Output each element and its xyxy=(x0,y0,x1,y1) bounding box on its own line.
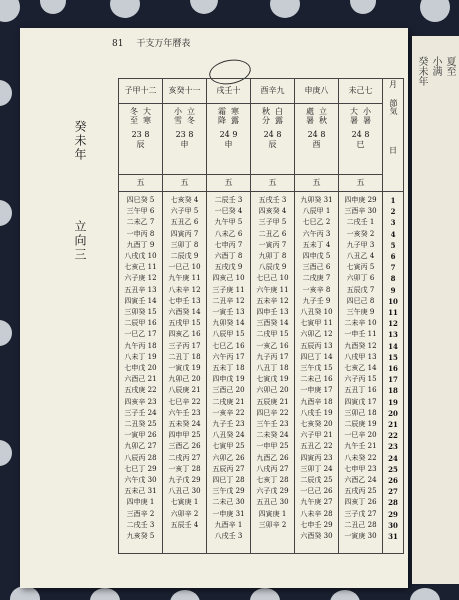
solar-term-cell xyxy=(339,104,383,175)
day-entry: 一巳癸 4 xyxy=(214,207,243,216)
day-entry: 二戌庚 7 xyxy=(302,274,331,283)
day-number: 10 xyxy=(388,296,398,306)
day-entry: 五戌壬 3 xyxy=(258,196,287,204)
day-entry: 四巳癸 5 xyxy=(126,196,155,204)
day-entry: 六酉丁 8 xyxy=(214,252,243,261)
day-number: 15 xyxy=(388,352,398,362)
day-entry: 九卯癸 31 xyxy=(300,196,333,204)
day-entry: 七巳乙 16 xyxy=(212,341,245,350)
direction-label: 立向三 xyxy=(73,220,87,262)
day-entry: 五丑乙 22 xyxy=(300,442,333,451)
day-entry: 五辰戊 7 xyxy=(346,285,375,294)
day-entry: 四亥乙 16 xyxy=(168,330,201,339)
day-entry: 五戌庚 22 xyxy=(124,386,157,395)
day-column xyxy=(295,192,339,554)
day-entry: 七亥丁 28 xyxy=(256,476,289,485)
day-entry: 三子壬 24 xyxy=(124,408,157,417)
day-number: 6 xyxy=(390,252,396,262)
day-entry: 九子甲 3 xyxy=(346,240,375,249)
wu-cell: 五 xyxy=(251,175,295,192)
day-entry: 八未辛 28 xyxy=(300,509,333,518)
solar-term: 立秋 xyxy=(318,107,328,125)
day-entry: 五辰庚 21 xyxy=(256,397,289,406)
day-entry: 八戌壬 19 xyxy=(300,408,333,417)
day-entry: 九酉癸 12 xyxy=(344,341,377,350)
day-column xyxy=(251,192,295,554)
day-entry: 四亥癸 4 xyxy=(258,207,287,216)
wu-cell: 五 xyxy=(339,175,383,192)
day-entry: 三卯癸 15 xyxy=(124,308,157,317)
day-entry: 五丑丁 16 xyxy=(344,386,377,395)
day-number: 9 xyxy=(390,285,396,295)
day-number: 19 xyxy=(388,397,398,407)
day-entry: 三酉辛 30 xyxy=(344,207,377,216)
month-header: 申庚八 xyxy=(295,79,339,104)
day-entry: 四寅壬 14 xyxy=(124,296,157,305)
day-entry: 一巳己 26 xyxy=(300,487,333,496)
day-number: 12 xyxy=(388,319,398,329)
solar-term: 秋分 xyxy=(261,107,271,125)
day-number: 24 xyxy=(388,453,398,463)
day-entry: 九子丙 17 xyxy=(256,352,289,361)
day-entry: 六午丙 3 xyxy=(302,229,331,238)
right-page-column: 小满 xyxy=(430,56,441,76)
day-entry: 七巳乙 2 xyxy=(302,218,331,227)
day-entry: 九午庚 11 xyxy=(168,274,201,283)
day-entry: 二未辛 10 xyxy=(344,319,377,328)
term-time: 辰 xyxy=(268,140,277,149)
wu-cell: 五 xyxy=(207,175,251,192)
day-entry: 四申壬 13 xyxy=(256,308,289,317)
day-entry: 三酉癸 14 xyxy=(256,319,289,328)
day-entry: 九午甲 5 xyxy=(214,218,243,227)
day-entry: 八未辛 12 xyxy=(168,285,201,294)
solar-term: 冬至 xyxy=(129,107,139,125)
day-number-column xyxy=(383,192,404,554)
day-entry: 八戌戊 10 xyxy=(124,252,157,261)
day-entry: 五辰壬 4 xyxy=(170,520,199,529)
day-entry: 九子壬 23 xyxy=(212,420,245,429)
day-entry: 二戌丙 27 xyxy=(168,453,201,462)
day-number: 3 xyxy=(390,218,396,228)
day-entry: 一亥乙 16 xyxy=(256,341,289,350)
day-entry: 九子戊 29 xyxy=(168,476,201,485)
day-entry: 七申丙 7 xyxy=(214,240,243,249)
calendar-table xyxy=(118,78,404,554)
day-entry: 二丑丁 18 xyxy=(168,352,201,361)
day-entry: 四申戊 19 xyxy=(212,375,245,384)
solar-term: 小雪 xyxy=(173,107,183,125)
day-entry: 一申丙 8 xyxy=(126,229,155,238)
day-number: 17 xyxy=(388,375,398,385)
term-date: 24 8 xyxy=(263,130,282,139)
day-entry: 一寅甲 26 xyxy=(124,431,157,440)
day-column xyxy=(119,192,163,554)
solar-term: 處暑 xyxy=(305,107,315,125)
day-entry: 四巳丁 14 xyxy=(300,352,333,361)
book-page-right xyxy=(412,36,459,584)
month-header: 酉辛九 xyxy=(251,79,295,104)
day-number: 22 xyxy=(388,431,398,441)
day-entry: 六子丙 15 xyxy=(344,375,377,384)
day-entry: 五丑辛 13 xyxy=(124,285,157,294)
day-number: 13 xyxy=(388,330,398,340)
day-entry: 一申庚 31 xyxy=(212,509,245,518)
day-entry: 八未癸 22 xyxy=(344,453,377,462)
day-entry: 五未丁 18 xyxy=(212,364,245,373)
page-number: 81 xyxy=(112,39,124,49)
day-entry: 五未辛 12 xyxy=(256,296,289,305)
day-entry xyxy=(251,531,294,542)
day-entry: 六午丙 17 xyxy=(212,352,245,361)
day-entry: 九亥癸 5 xyxy=(126,532,155,541)
day-entry: 八辰甲 1 xyxy=(302,207,331,216)
day-entry: 二未癸 24 xyxy=(256,431,289,440)
day-entry: 九酉乙 26 xyxy=(256,453,289,462)
day-entry: 八戌壬 3 xyxy=(214,532,243,541)
day-entry: 四亥辛 23 xyxy=(124,397,157,406)
day-entry: 九酉辛 18 xyxy=(300,397,333,406)
day-entry: 九酉丁 9 xyxy=(126,240,155,249)
day-entry: 八戌甲 13 xyxy=(344,352,377,361)
day-entry: 六子甲 5 xyxy=(170,207,199,216)
day-entry: 一亥辛 8 xyxy=(302,285,331,294)
day-entry: 八丑己 30 xyxy=(168,487,201,496)
day-entry: 六卯辛 2 xyxy=(170,509,199,518)
month-char: 月 xyxy=(389,80,397,89)
day-entry: 九卯丁 8 xyxy=(258,252,287,261)
day-entry: 五丑己 30 xyxy=(256,498,289,507)
day-entry: 六子庚 12 xyxy=(124,274,157,283)
day-entry: 四寅丙 23 xyxy=(300,453,333,462)
day-entry: 三酉己 20 xyxy=(212,386,245,395)
day-entry: 六酉乙 24 xyxy=(344,476,377,485)
day-entry: 六午壬 23 xyxy=(168,408,201,417)
day-entry: 一寅壬 13 xyxy=(212,308,245,317)
day-entry: 一寅戊 19 xyxy=(168,364,201,373)
day-number: 2 xyxy=(390,207,396,217)
day-column xyxy=(339,192,383,554)
solar-term: 大寒 xyxy=(142,107,152,125)
day-entry: 八丑癸 24 xyxy=(212,431,245,440)
term-date: 23 8 xyxy=(131,130,150,139)
day-entry: 六卯乙 12 xyxy=(300,330,333,339)
month-header: 子甲十二 xyxy=(119,79,163,104)
day-entry: 八辰庚 21 xyxy=(168,386,201,395)
day-entry: 三卯己 18 xyxy=(344,408,377,417)
term-date: 24 8 xyxy=(351,130,370,139)
day-entry: 二戌壬 1 xyxy=(346,218,375,227)
day-entry: 六酉癸 14 xyxy=(168,308,201,317)
day-entry: 三子戊 27 xyxy=(344,509,377,518)
day-entry: 二辰庚 19 xyxy=(344,420,377,429)
day-entry: 七巳辛 22 xyxy=(168,397,201,406)
day-entry: 七寅丙 5 xyxy=(346,263,375,272)
solar-term-cell xyxy=(119,104,163,175)
day-entry: 五丑乙 6 xyxy=(170,218,199,227)
day-entry: 五戌甲 15 xyxy=(168,319,201,328)
header-corner xyxy=(383,79,404,192)
term-time: 辰 xyxy=(136,140,145,149)
day-entry: 一申庚 17 xyxy=(300,386,333,395)
day-entry: 七寅甲 11 xyxy=(300,319,333,328)
day-entry: 九午丙 18 xyxy=(124,341,157,350)
wu-cell: 五 xyxy=(119,175,163,192)
day-number: 16 xyxy=(388,364,398,374)
day-entry: 一亥丁 28 xyxy=(168,464,201,473)
solar-term-cell xyxy=(207,104,251,175)
day-entry: 六卯丁 6 xyxy=(346,274,375,283)
day-entry: 四申庚 1 xyxy=(126,498,155,507)
day-entry: 七申戊 20 xyxy=(124,364,157,373)
day-entry: 七亥己 11 xyxy=(124,263,157,272)
day-entry: 九酉辛 1 xyxy=(214,520,243,529)
day-entry: 九卯己 20 xyxy=(168,375,201,384)
day-entry: 一寅丙 7 xyxy=(258,240,287,249)
day-entry: 七申壬 13 xyxy=(168,296,201,305)
day-entry: 六午戊 30 xyxy=(124,476,157,485)
day-entry: 七亥癸 20 xyxy=(300,420,333,429)
day-number: 1 xyxy=(390,196,396,205)
day-entry: 三卯丁 24 xyxy=(300,464,333,473)
day-number: 20 xyxy=(388,408,398,418)
day-number: 21 xyxy=(388,420,398,430)
day-entry: 一巳己 10 xyxy=(168,263,201,272)
day-entry: 二未乙 7 xyxy=(126,218,155,227)
day-entry: 二戌壬 3 xyxy=(126,520,155,529)
day-entry: 三酉己 6 xyxy=(302,263,331,272)
day-entry: 四亥丁 26 xyxy=(344,498,377,507)
term-date: 24 8 xyxy=(307,130,326,139)
day-entry: 一申壬 11 xyxy=(344,330,377,339)
day-number: 7 xyxy=(390,263,396,273)
term-time: 巳 xyxy=(356,140,365,149)
solar-term: 大暑 xyxy=(349,107,359,125)
day-entry: 二辰甲 16 xyxy=(124,319,157,328)
day-entry: 四巳己 8 xyxy=(346,296,375,305)
day-number: 18 xyxy=(388,386,398,396)
day-entry: 五戌戊 9 xyxy=(214,263,243,272)
day-entry: 四申庚 29 xyxy=(344,196,377,204)
day-number: 27 xyxy=(388,487,398,497)
day-entry: 八戌丙 27 xyxy=(256,464,289,473)
day-number: 31 xyxy=(388,532,398,542)
day-entry: 一亥癸 2 xyxy=(346,229,375,238)
day-entry: 二丑辛 12 xyxy=(212,296,245,305)
day-entry: 一巳辛 20 xyxy=(344,431,377,440)
day-entry: 三卯丁 8 xyxy=(170,240,199,249)
day-entry: 八未丁 19 xyxy=(124,352,157,361)
day-entry: 四巳辛 22 xyxy=(256,408,289,417)
solar-term-cell xyxy=(295,104,339,175)
day-number: 4 xyxy=(390,229,396,239)
month-header: 亥癸十一 xyxy=(163,79,207,104)
day-entry: 五辰丙 13 xyxy=(300,341,333,350)
day-char: 日 xyxy=(389,146,397,155)
day-number: 25 xyxy=(388,464,398,474)
wu-cell: 五 xyxy=(295,175,339,192)
day-entry: 五未丁 4 xyxy=(302,240,331,249)
solar-term: 白露 xyxy=(274,107,284,125)
day-entry: 九卯乙 27 xyxy=(124,442,157,451)
day-entry: 八辰丙 28 xyxy=(124,453,157,462)
wu-cell: 五 xyxy=(163,175,207,192)
day-entry: 三酉乙 26 xyxy=(168,442,201,451)
day-entry: 五未己 31 xyxy=(124,487,157,496)
day-entry: 五戌丙 25 xyxy=(344,487,377,496)
day-entry: 七巳己 10 xyxy=(256,274,289,283)
day-entry: 四寅丙 7 xyxy=(170,229,199,238)
term-time: 申 xyxy=(180,140,189,149)
solar-term: 小暑 xyxy=(362,107,372,125)
day-entry: 二丑乙 6 xyxy=(258,229,287,238)
day-entry: 三午庚 9 xyxy=(346,308,375,317)
page-header xyxy=(112,36,190,49)
day-number: 29 xyxy=(388,509,398,519)
right-page-column: 癸未年 xyxy=(416,56,427,86)
term-date: 23 8 xyxy=(175,130,194,139)
day-entry xyxy=(163,531,206,542)
day-entry: 八丑乙 4 xyxy=(346,252,375,261)
day-entry: 三子丙 17 xyxy=(168,341,201,350)
year-label: 癸未年 xyxy=(73,120,87,162)
day-entry: 二戌甲 15 xyxy=(256,330,289,339)
day-entry: 六卯己 20 xyxy=(256,386,289,395)
day-entry: 六子甲 21 xyxy=(300,431,333,440)
day-entry: 二丑癸 25 xyxy=(124,420,157,429)
day-entry: 二戌庚 21 xyxy=(212,397,245,406)
day-entry: 三卯辛 2 xyxy=(258,520,287,529)
day-entry: 三酉辛 2 xyxy=(126,509,155,518)
day-entry: 五辰丙 27 xyxy=(212,464,245,473)
day-entry: 四寅庚 1 xyxy=(258,509,287,518)
right-page-column: 夏至 xyxy=(444,56,455,76)
day-entry: 九午庚 27 xyxy=(300,498,333,507)
day-entry: 三午戊 29 xyxy=(212,487,245,496)
day-entry: 一亥辛 22 xyxy=(212,408,245,417)
month-header: 戌壬十 xyxy=(207,79,251,104)
day-entry: 三子甲 5 xyxy=(258,218,287,227)
day-entry: 七申甲 23 xyxy=(344,464,377,473)
day-entry: 六酉己 21 xyxy=(124,375,157,384)
day-number: 11 xyxy=(388,308,398,318)
day-entry: 四寅戊 17 xyxy=(344,397,377,406)
qi-label: 節気 xyxy=(389,99,398,115)
day-entry: 七亥癸 4 xyxy=(170,196,199,204)
day-entry: 四巳丁 28 xyxy=(212,476,245,485)
day-entry: 二辰戊 9 xyxy=(170,252,199,261)
day-entry: 二辰壬 3 xyxy=(214,196,243,204)
day-entry: 七寅甲 25 xyxy=(212,442,245,451)
day-entry: 二辰戊 25 xyxy=(300,476,333,485)
day-entry: 八丑癸 10 xyxy=(300,308,333,317)
day-entry: 七申壬 29 xyxy=(300,520,333,529)
day-entry: 一寅庚 30 xyxy=(344,532,377,541)
day-entry: 三午戊 15 xyxy=(300,364,333,373)
day-entry: 三午壬 23 xyxy=(256,420,289,429)
day-entry: 八丑丁 18 xyxy=(256,364,289,373)
day-entry: 二丑己 28 xyxy=(344,520,377,529)
solar-term-cell xyxy=(163,104,207,175)
term-time: 酉 xyxy=(312,140,321,149)
solar-term-cell xyxy=(251,104,295,175)
solar-term: 霜降 xyxy=(217,107,227,125)
day-entry: 七巳丁 29 xyxy=(124,464,157,473)
day-entry: 四亥己 10 xyxy=(212,274,245,283)
term-time: 申 xyxy=(224,140,233,149)
day-number: 30 xyxy=(388,520,398,530)
day-entry: 一巳乙 17 xyxy=(124,330,157,339)
day-number: 26 xyxy=(388,476,398,486)
day-entry: 九卯癸 14 xyxy=(212,319,245,328)
day-entry: 二未己 30 xyxy=(212,498,245,507)
solar-term: 立冬 xyxy=(186,107,196,125)
day-number: 14 xyxy=(388,341,398,351)
solar-term: 寒露 xyxy=(230,107,240,125)
day-entry: 二未己 16 xyxy=(300,375,333,384)
day-entry: 七亥乙 14 xyxy=(344,364,377,373)
day-entry: 八辰甲 15 xyxy=(212,330,245,339)
day-entry: 九子壬 9 xyxy=(302,296,331,305)
day-column xyxy=(163,192,207,554)
day-entry: 一申甲 25 xyxy=(256,442,289,451)
page-title: 干支万年曆表 xyxy=(136,39,191,49)
day-number: 8 xyxy=(390,274,396,284)
day-entry: 五未癸 24 xyxy=(168,420,201,429)
day-column xyxy=(207,192,251,554)
day-entry: 八未乙 6 xyxy=(214,229,243,238)
day-entry: 六午庚 11 xyxy=(256,285,289,294)
day-number: 28 xyxy=(388,498,398,508)
day-entry: 六卯乙 26 xyxy=(212,453,245,462)
day-entry: 四申戊 5 xyxy=(302,252,331,261)
term-date: 24 9 xyxy=(219,130,238,139)
day-entry: 七寅庚 1 xyxy=(170,498,199,507)
day-entry: 六子戊 29 xyxy=(256,487,289,496)
day-entry: 三子庚 11 xyxy=(212,285,245,294)
day-entry: 八辰戊 9 xyxy=(258,263,287,272)
day-number: 23 xyxy=(388,442,398,452)
day-entry: 九午壬 21 xyxy=(344,442,377,451)
day-entry: 六酉癸 30 xyxy=(300,532,333,541)
month-header: 未己七 xyxy=(339,79,383,104)
day-entry: 七寅戊 19 xyxy=(256,375,289,384)
day-entry: 三午甲 6 xyxy=(126,207,155,216)
day-entry: 四申甲 25 xyxy=(168,431,201,440)
day-number: 5 xyxy=(390,240,396,250)
